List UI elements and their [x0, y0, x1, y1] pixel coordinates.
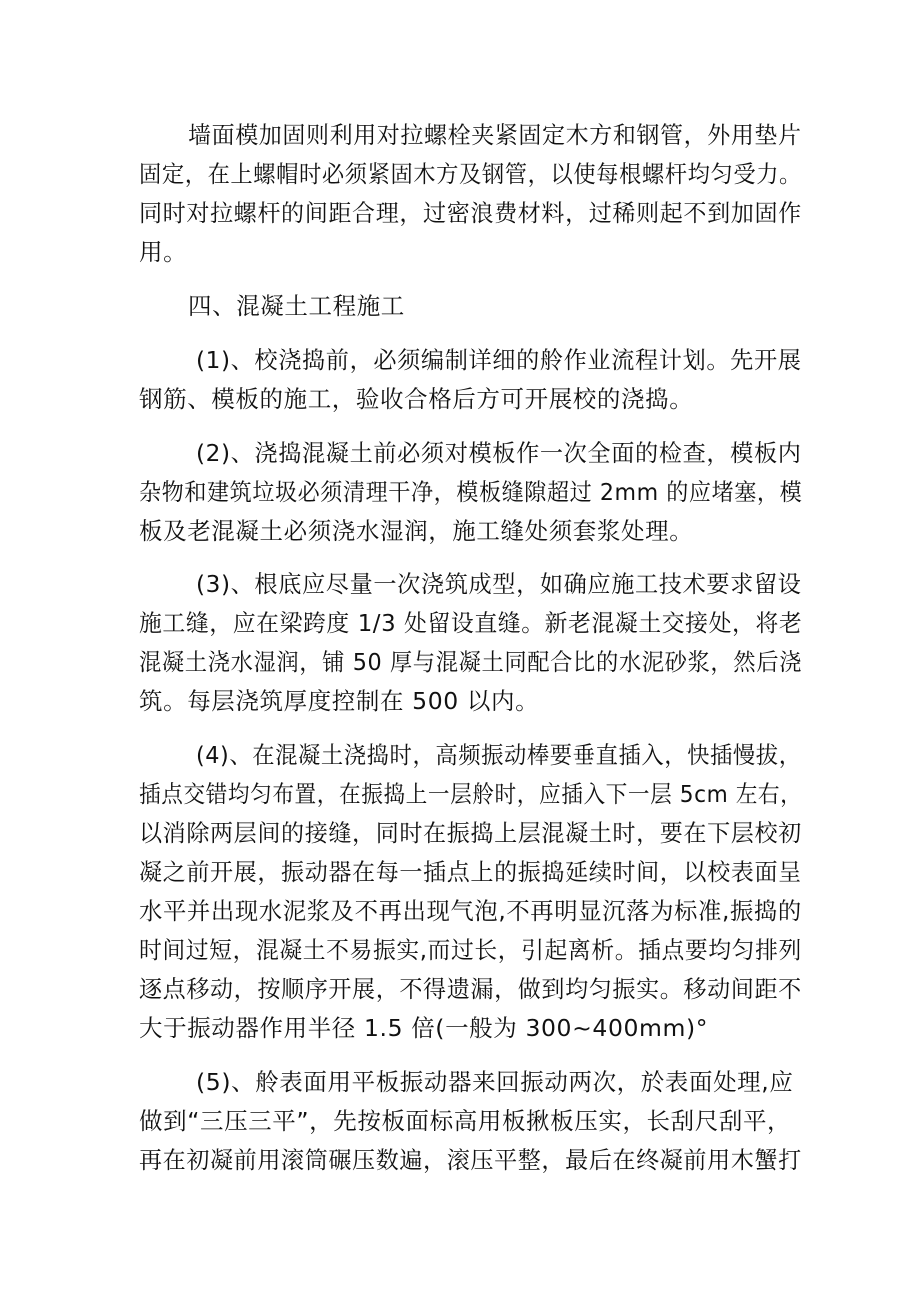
text-line: 同时对拉螺杆的间距合理，过密浪费材料，过稀则起不到加固作 — [139, 199, 802, 227]
text-line: 插点交错均匀布置，在振捣上一层舲时，应插入下一层 5cm 左右， — [139, 780, 803, 808]
text-line: 以消除两层间的接缝，同时在振捣上层混凝土时，要在下层校初 — [139, 819, 802, 847]
text-line: (4)、在混凝土浇捣时，高频振动棒要垂直插入，快插慢拔， — [196, 741, 802, 769]
text-line: 混凝土浇水湿润，铺 50 厚与混凝土同配合比的水泥砂浆，然后浇 — [139, 648, 802, 676]
text-line: 水平并出现水泥浆及不再出现气泡,不再明显沉落为标准,振捣的 — [139, 897, 802, 925]
text-line: 钢筋、模板的施工，验收合格后方可开展校的浇捣。 — [139, 385, 694, 413]
text-line: (3)、根底应尽量一次浇筑成型，如确应施工技术要求留设 — [196, 570, 802, 598]
text-line: 施工缝，应在梁跨度 1/3 处留设直缝。新老混凝土交接处，将老 — [139, 609, 803, 637]
text-line: (5)、舲表面用平板振动器来回振动两次，於表面处理,应 — [196, 1068, 794, 1096]
text-line: 时间过短，混凝土不易振实,而过长，引起离析。插点要均匀排列 — [139, 936, 802, 964]
heading-text: 四、混凝土工程施工 — [188, 292, 405, 320]
text-line: 墙面模加固则利用对拉螺栓夹紧固定木方和钢管，外用垫片 — [188, 121, 802, 149]
text-line: (1)、校浇捣前，必须编制详细的舲作业流程计划。先开展 — [196, 346, 802, 374]
text-line: 用。 — [139, 238, 188, 266]
text-line: 做到“三压三平”，先按板面标高用板揪板压实，长刮尺刮平， — [139, 1107, 792, 1135]
text-line: 逐点移动，按顺序开展，不得遗漏，做到均匀振实。移动间距不 — [139, 975, 802, 1003]
text-line: 凝之前开展，振动器在每一插点上的振捣延续时间，以校表面呈 — [139, 858, 802, 886]
text-line: (2)、浇捣混凝土前必须对模板作一次全面的检查，模板内 — [196, 439, 802, 467]
text-line: 固定，在上螺帽时必须紧固木方及钢管，以使每根螺杆均匀受力。 — [139, 160, 802, 188]
text-line: 板及老混凝土必须浇水湿润，施工缝处须套浆处理。 — [139, 517, 694, 545]
text-line: 再在初凝前用滚筒碾压数遍，滚压平整，最后在终凝前用木蟹打 — [139, 1146, 802, 1174]
text-line: 杂物和建筑垃圾必须清理干净，模板缝隙超过 2mm 的应堵塞，模 — [139, 478, 803, 506]
text-line: 筑。每层浇筑厚度控制在 500 以内。 — [139, 687, 540, 715]
text-line: 大于振动器作用半径 1.5 倍(一般为 300~400mm)° — [139, 1014, 709, 1042]
